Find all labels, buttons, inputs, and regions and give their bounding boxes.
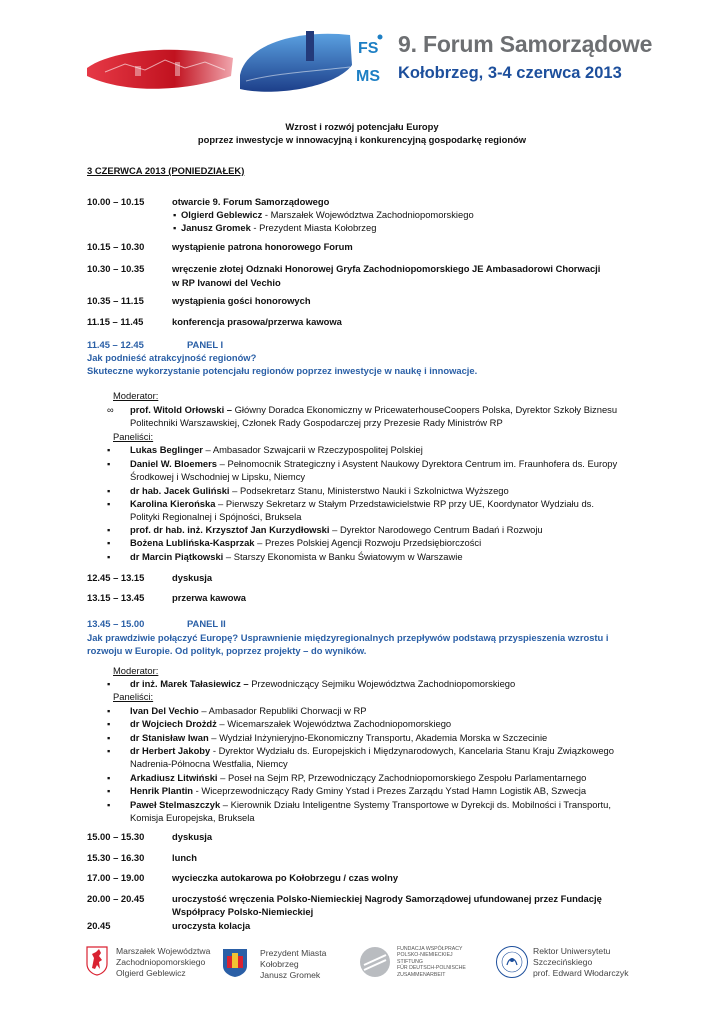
foundation-name: FUNDACJA WSPÓŁPRACY POLSKO-NIEMIECKIEJ STIFTUNG FÜR DEUTSCH-POLNISCHE ZUSAMMENARBEIT — [397, 946, 466, 978]
kolobrzeg-photo-red — [85, 46, 235, 92]
bullet-icon: ▪ — [107, 745, 111, 756]
kolobrzeg-coat-of-arms-icon — [222, 948, 248, 978]
schedule-event: uroczystość wręczenia Polsko-Niemieckiej Nagrody Samorządowej ufundowanej przez Fundację — [172, 893, 602, 904]
bullet-icon: ▪ — [107, 551, 111, 562]
opening-speaker: Olgierd Geblewicz - Marszałek Województwa Zachodniopomorskiego — [181, 209, 474, 220]
panel-question: Jak podnieść atrakcyjność regionów? — [87, 352, 257, 363]
bullet-icon: ▪ — [107, 799, 111, 810]
schedule-event: wycieczka autokarowa po Kołobrzegu / czas wolny — [172, 872, 399, 883]
schedule-event-continued: w RP Ivanowi del Vechio — [172, 277, 281, 288]
schedule-time: 13.15 – 13.45 — [87, 592, 145, 603]
panel-name: PANEL I — [187, 339, 224, 350]
bullet-icon: ▪ — [107, 524, 111, 535]
schedule-time: 20.45 — [87, 920, 111, 931]
moderator-label: Moderator: — [113, 390, 159, 401]
schedule-event: wystąpienia gości honorowych — [172, 295, 311, 306]
bullet-icon: ▪ — [173, 209, 177, 220]
moderator-label: Moderator: — [113, 665, 159, 676]
panel-question-continued: rozwoju w Europie. Od polityk, poprzez projekty – do wyników. — [87, 645, 367, 656]
bullet-icon: ▪ — [107, 498, 111, 509]
schedule-time: 15.30 – 16.30 — [87, 852, 145, 863]
bullet-icon: ▪ — [107, 785, 111, 796]
university-seal-icon — [495, 945, 529, 979]
bullet-icon: ▪ — [107, 705, 111, 716]
panelists-label: Paneliści: — [113, 691, 154, 702]
schedule-time: 10.00 – 10.15 — [87, 196, 145, 207]
bullet-icon: ▪ — [107, 458, 111, 469]
schedule-time: 12.45 – 13.15 — [87, 572, 145, 583]
day-heading: 3 CZERWCA 2013 (PONIEDZIAŁEK) — [87, 165, 245, 176]
schedule-time: 10.35 – 11.15 — [87, 295, 144, 306]
bullet-icon: ▪ — [107, 537, 111, 548]
foundation-logo-icon — [358, 945, 392, 979]
panelists-label: Paneliści: — [113, 431, 154, 442]
svg-text:MS: MS — [356, 68, 380, 85]
panel-name: PANEL II — [187, 618, 226, 629]
bullet-icon: ▪ — [107, 485, 111, 496]
griffin-coat-of-arms-icon — [86, 946, 108, 976]
schedule-event: lunch — [172, 852, 197, 863]
opening-speaker: Janusz Gromek - Prezydent Miasta Kołobrzeg — [181, 222, 377, 233]
schedule-event: przerwa kawowa — [172, 592, 246, 603]
svg-text:FS: FS — [358, 40, 379, 57]
document-title-line2: poprzez inwestycje w innowacyjną i konkurencyjną gospodarkę regionów — [197, 134, 527, 145]
fms-logo-icon — [356, 33, 386, 91]
bullet-icon: ▪ — [173, 222, 177, 233]
schedule-time: 10.15 – 10.30 — [87, 241, 145, 252]
panel-question: Jak prawdziwie połączyć Europę? Usprawnienie międzyregionalnych przepływów podstawą przyspieszenia wzrostu i — [87, 632, 609, 643]
schedule-event: uroczysta kolacja — [172, 920, 251, 931]
header-banner — [0, 0, 724, 110]
bullet-icon: ▪ — [107, 772, 111, 783]
panel-time: 11.45 – 12.45 — [87, 339, 144, 350]
schedule-time: 11.15 – 11.45 — [87, 316, 144, 327]
schedule-event: wręczenie złotej Odznaki Honorowej Gryfa Zachodniopomorskiego JE Ambasadorowi Chorwacji — [172, 263, 601, 274]
schedule-time: 10.30 – 10.35 — [87, 263, 145, 274]
bullet-icon: ▪ — [107, 678, 111, 689]
schedule-time: 17.00 – 19.00 — [87, 872, 145, 883]
schedule-event: dyskusja — [172, 572, 213, 583]
schedule-time: 20.00 – 20.45 — [87, 893, 145, 904]
panel-subtitle: Skuteczne wykorzystanie potencjału regionów poprzez inwestycje w naukę i innowacje. — [87, 365, 478, 376]
patron-mayor: Prezydent Miasta Kołobrzeg Janusz Gromek — [260, 948, 327, 980]
bullet-icon: ▪ — [107, 732, 111, 743]
forum-subtitle: Kołobrzeg, 3-4 czerwca 2013 — [398, 64, 622, 82]
schedule-event-continued: Współpracy Polsko-Niemieckiej — [172, 906, 314, 917]
infinity-bullet-icon: ∞ — [107, 404, 114, 415]
document-title-line1: Wzrost i rozwój potencjału Europy — [285, 121, 439, 132]
forum-title: 9. Forum Samorządowe — [398, 31, 653, 57]
bullet-icon: ▪ — [107, 718, 111, 729]
schedule-event: dyskusja — [172, 831, 213, 842]
panel-time: 13.45 – 15.00 — [87, 618, 145, 629]
schedule-time: 15.00 – 15.30 — [87, 831, 145, 842]
bullet-icon: ▪ — [107, 444, 111, 455]
patron-rector: Rektor Uniwersytetu Szczecińskiego prof. Edward Włodarczyk — [533, 946, 629, 978]
schedule-event: konferencja prasowa/przerwa kawowa — [172, 316, 342, 327]
patron-marshal: Marszałek Województwa Zachodniopomorskiego Olgierd Geblewicz — [116, 946, 211, 978]
schedule-event: otwarcie 9. Forum Samorządowego — [172, 196, 330, 207]
schedule-event: wystąpienie patrona honorowego Forum — [172, 241, 353, 252]
kolobrzeg-photo-blue — [236, 25, 354, 97]
